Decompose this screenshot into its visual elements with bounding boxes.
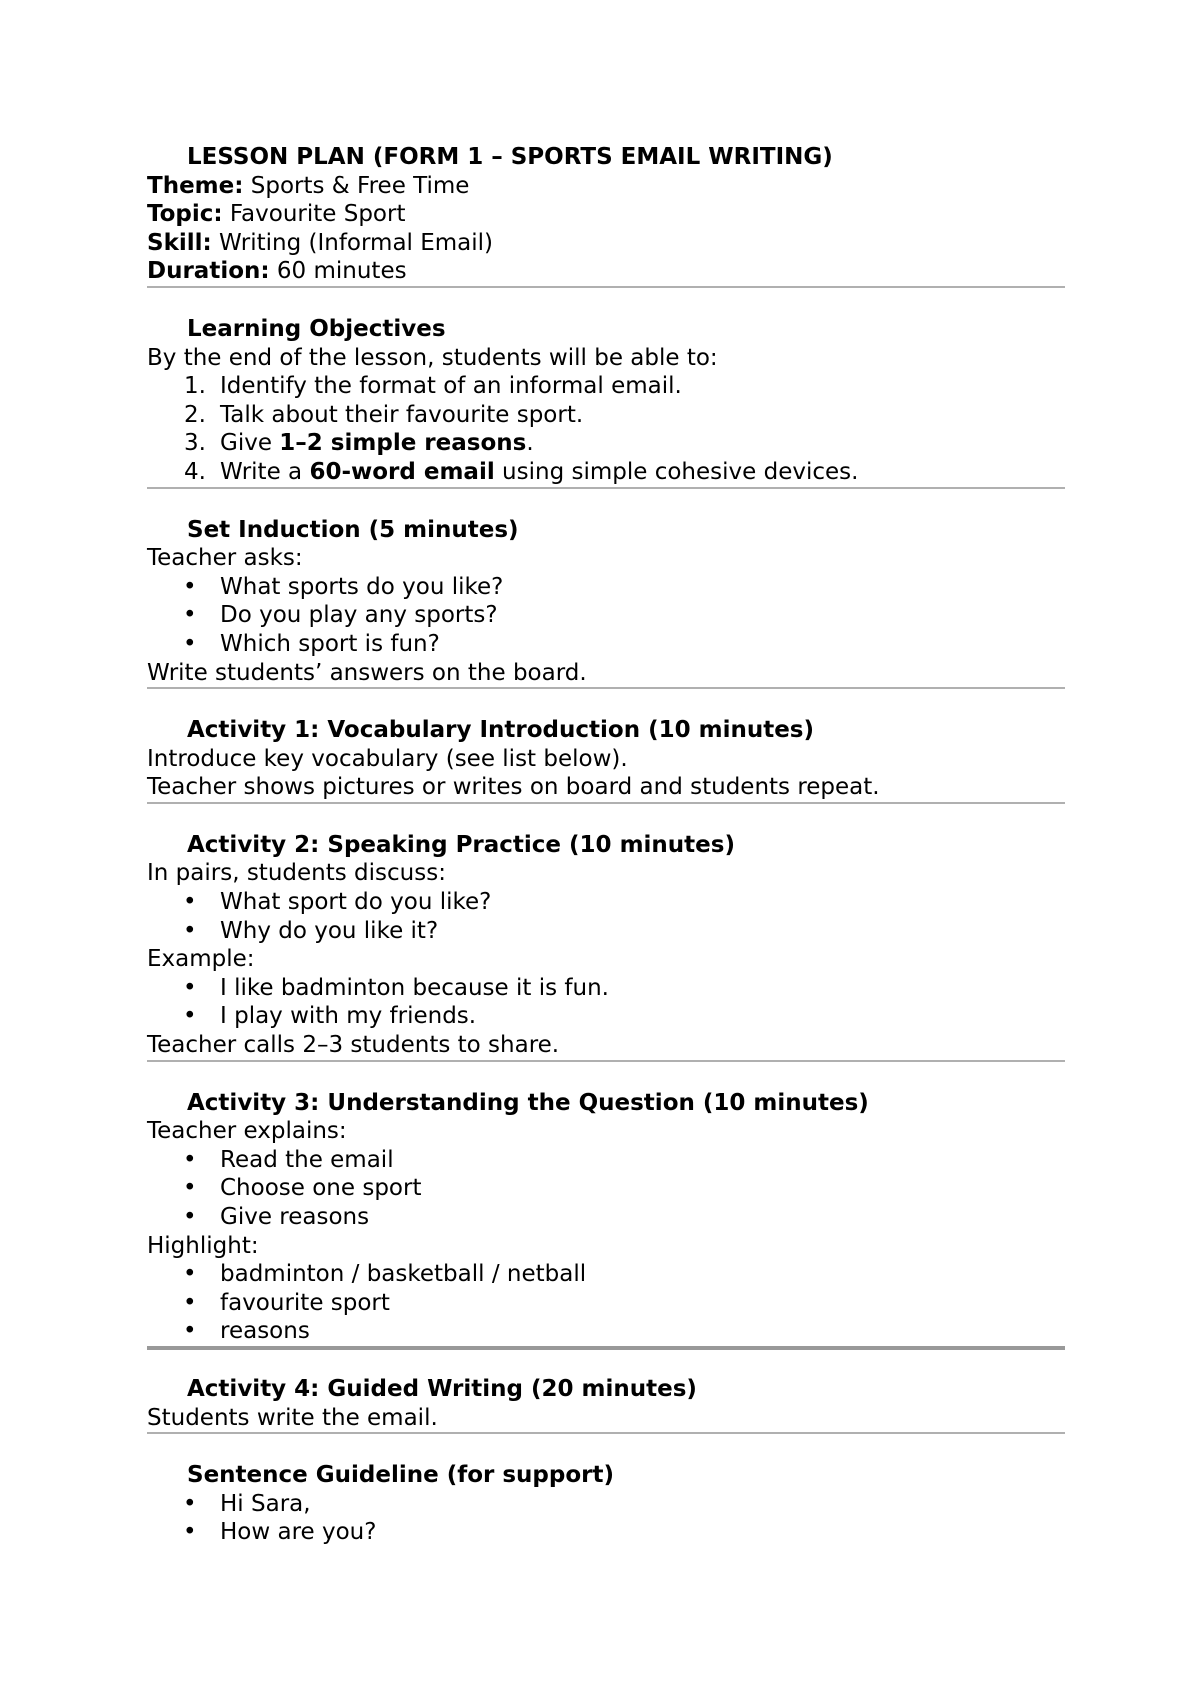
- bullet-item: [147, 1289, 1065, 1318]
- list-item-text: .: [526, 430, 534, 457]
- bullet-icon: •: [183, 1146, 197, 1173]
- section-heading-objectives: Learning Objectives: [187, 315, 446, 342]
- meta-label: Theme:: [147, 172, 244, 199]
- meta-label: Skill:: [147, 229, 212, 256]
- bullet-text: What sport do you like?: [220, 889, 492, 916]
- activity1-line: Teacher shows pictures or writes on board and students repeat.: [147, 774, 880, 801]
- list-item: [147, 458, 1065, 487]
- bullet-item: [147, 630, 1065, 659]
- bullet-icon: •: [183, 630, 197, 657]
- list-item-emphasis: 1–2 simple reasons: [279, 430, 527, 457]
- list-number: 3.: [184, 430, 206, 457]
- bullet-text: How are you?: [220, 1519, 377, 1546]
- meta-skill: [147, 229, 1065, 258]
- bullet-icon: •: [183, 1519, 197, 1546]
- bullet-icon: •: [183, 602, 197, 629]
- lesson-plan: [147, 143, 1065, 1547]
- section-heading-activity-1: Activity 1: Vocabulary Introduction (10 minutes): [187, 717, 814, 744]
- list-item-text: Write a: [220, 458, 310, 485]
- section-heading-activity-4: Activity 4: Guided Writing (20 minutes): [187, 1375, 697, 1402]
- activity2-outro: Teacher calls 2–3 students to share.: [147, 1032, 560, 1059]
- bullet-icon: •: [183, 974, 197, 1001]
- bullet-item: [147, 1174, 1065, 1203]
- bullet-item: [147, 1146, 1065, 1175]
- section-heading-set-induction: Set Induction (5 minutes): [187, 516, 519, 543]
- bullet-text: favourite sport: [220, 1289, 390, 1316]
- bullet-item: [147, 1490, 1065, 1519]
- bullet-icon: •: [183, 1318, 197, 1345]
- section-heading-activity-2: Activity 2: Speaking Practice (10 minutes): [187, 831, 735, 858]
- divider: [147, 802, 1065, 804]
- list-item: [147, 429, 1065, 458]
- bullet-icon: •: [183, 1003, 197, 1030]
- list-item-text: Identify the format of an informal email.: [220, 373, 682, 400]
- meta-duration: [147, 257, 1065, 286]
- bullet-text: Do you play any sports?: [220, 602, 498, 629]
- bullet-text: I play with my friends.: [220, 1003, 477, 1030]
- meta-value: Writing (Informal Email): [211, 229, 494, 256]
- meta-value: Favourite Sport: [222, 201, 406, 228]
- meta-label: Topic:: [147, 201, 223, 228]
- activity3-intro: Teacher explains:: [147, 1118, 347, 1145]
- divider: [147, 286, 1065, 288]
- bullet-item: [147, 888, 1065, 917]
- bullet-text: Why do you like it?: [220, 917, 439, 944]
- bullet-icon: •: [183, 573, 197, 600]
- activity2-intro: In pairs, students discuss:: [147, 860, 446, 887]
- section-heading-activity-3: Activity 3: Understanding the Question (10 minutes): [187, 1089, 869, 1116]
- list-number: 2.: [184, 401, 206, 428]
- divider-thick: [147, 1346, 1065, 1350]
- bullet-item: [147, 1203, 1065, 1232]
- divider: [147, 1432, 1065, 1434]
- list-number: 4.: [184, 458, 206, 485]
- bullet-icon: •: [183, 1261, 197, 1288]
- bullet-icon: •: [183, 1175, 197, 1202]
- meta-theme: [147, 172, 1065, 201]
- bullet-item: [147, 1317, 1065, 1346]
- list-item-text: using simple cohesive devices.: [494, 458, 859, 485]
- list-item-text: Talk about their favourite sport.: [220, 401, 584, 428]
- bullet-text: Hi Sara,: [220, 1490, 311, 1517]
- bullet-text: reasons: [220, 1318, 310, 1345]
- bullet-text: Read the email: [220, 1146, 394, 1173]
- meta-value: 60 minutes: [269, 258, 407, 285]
- list-number: 1.: [184, 373, 206, 400]
- activity3-highlight-label: Highlight:: [147, 1232, 259, 1259]
- divider: [147, 1060, 1065, 1062]
- list-item: [147, 401, 1065, 430]
- bullet-icon: •: [183, 1289, 197, 1316]
- bullet-item: [147, 1518, 1065, 1547]
- bullet-item: [147, 1260, 1065, 1289]
- bullet-item: [147, 601, 1065, 630]
- meta-value: Sports & Free Time: [243, 172, 470, 199]
- bullet-text: badminton / basketball / netball: [220, 1261, 587, 1288]
- bullet-icon: •: [183, 917, 197, 944]
- bullet-icon: •: [183, 889, 197, 916]
- bullet-item: [147, 573, 1065, 602]
- page-title: LESSON PLAN (FORM 1 – SPORTS EMAIL WRITING): [187, 144, 833, 170]
- divider: [147, 487, 1065, 489]
- bullet-text: Give reasons: [220, 1204, 370, 1230]
- activity2-example-label: Example:: [147, 946, 255, 973]
- bullet-text: What sports do you like?: [220, 573, 504, 600]
- bullet-icon: •: [183, 1204, 197, 1230]
- activity4-intro: Students write the email.: [147, 1404, 438, 1431]
- bullet-text: I like badminton because it is fun.: [220, 974, 609, 1001]
- meta-label: Duration:: [147, 258, 270, 285]
- list-item-emphasis: 60-word email: [309, 458, 495, 485]
- set-induction-outro: Write students’ answers on the board.: [147, 659, 587, 686]
- list-item: [147, 372, 1065, 401]
- bullet-text: Which sport is fun?: [220, 630, 440, 657]
- bullet-icon: •: [183, 1490, 197, 1517]
- set-induction-intro: Teacher asks:: [147, 545, 303, 572]
- divider: [147, 687, 1065, 689]
- bullet-item: [147, 974, 1065, 1003]
- activity1-line: Introduce key vocabulary (see list below).: [147, 745, 628, 772]
- bullet-text: Choose one sport: [220, 1175, 422, 1202]
- objectives-intro: By the end of the lesson, students will be able to:: [147, 344, 718, 371]
- section-heading-guideline: Sentence Guideline (for support): [187, 1462, 615, 1489]
- list-item-text: Give: [220, 430, 280, 457]
- meta-topic: [147, 200, 1065, 229]
- bullet-item: [147, 1002, 1065, 1031]
- bullet-item: [147, 917, 1065, 946]
